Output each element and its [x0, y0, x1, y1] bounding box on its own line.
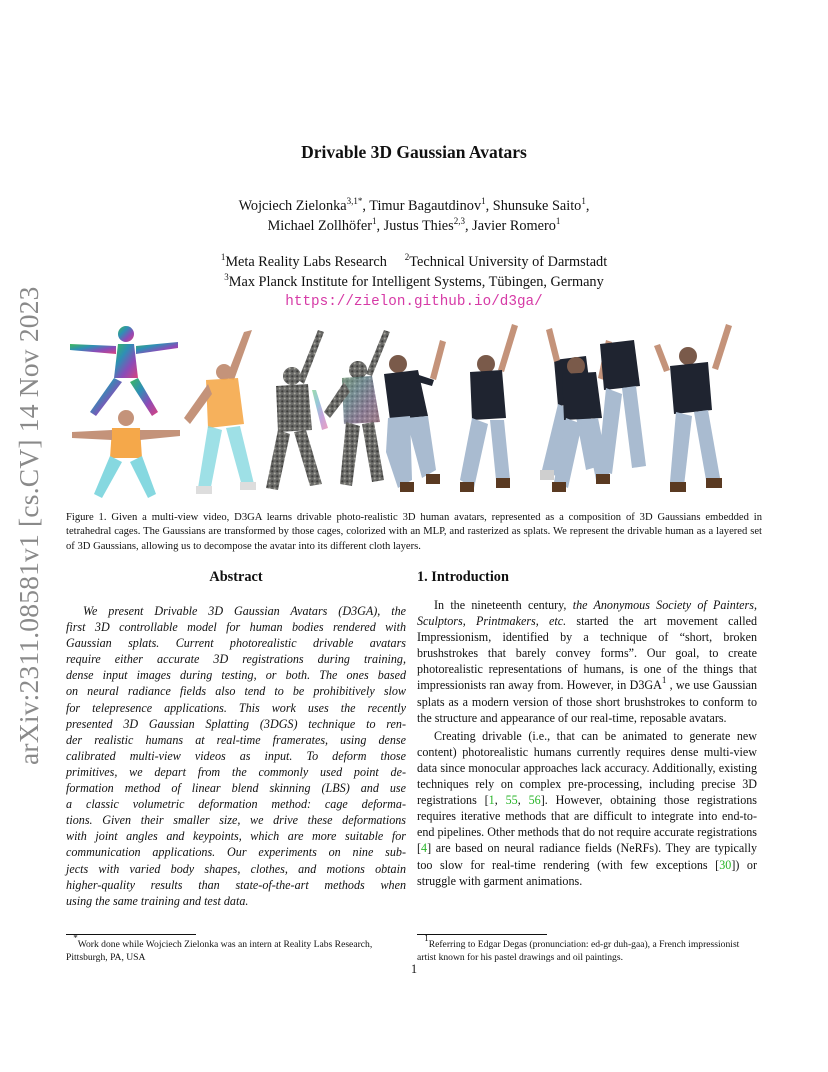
abstract-line: with joint angles and keypoints, which are more suitable for — [66, 829, 406, 844]
rendered-avatar-5 — [598, 340, 646, 474]
affiliation-mark: 3 — [224, 272, 229, 282]
author-line-2: Michael Zollhöfer$^1$, Justus Thies$^{2,3}$, Javier Romero$^1$ — [267, 216, 561, 234]
author: Timur Bagautdinov — [369, 198, 482, 214]
arxiv-identifier: arXiv:2311.08581v1 [cs.CV] 14 Nov 2023 — [13, 286, 44, 765]
emphasis-text: the Anonymous Society of Painters, Sculptors, Printmakers, etc. — [417, 598, 757, 629]
body-text: In the nineteenth century, — [434, 598, 573, 612]
layered-avatar-tpose — [72, 410, 180, 498]
body-text: started the art movement called Impressionism, identified by a technique of “short, broken brushstrokes that barely convey forms”. Our goal, to create photorealistic representations of humans, is one of the things that impressionists ran away from. However, in D3GA — [417, 614, 757, 693]
abstract-heading: Abstract — [209, 569, 263, 585]
footnote-left — [66, 933, 406, 964]
author: Justus Thies — [383, 218, 454, 234]
citation-link[interactable]: 4 — [421, 841, 428, 856]
introduction-body — [417, 597, 757, 889]
rendered-avatar-6 — [654, 324, 732, 492]
affiliation: Meta Reality Labs Research — [225, 254, 387, 270]
author: Javier Romero — [472, 218, 556, 234]
footnote-ref: 1 — [661, 675, 667, 686]
abstract-line: communication applications. Our experiments on nine sub- — [66, 845, 406, 860]
author-affiliation-mark: 3,1* — [346, 196, 363, 206]
footnote-mark: 1 — [424, 933, 429, 943]
affiliation-mark: 2 — [404, 252, 410, 262]
abstract-line: on neural radiance fields also tend to be prohibitively slow — [66, 684, 406, 699]
introduction-heading: 1. Introduction — [417, 569, 509, 585]
body-text: , — [517, 793, 529, 808]
figure-caption: Figure 1. Given a multi-view video, D3GA learns drivable photo-realistic 3D human avatars, represented as a composition of 3D Gaussians embedded in tetrahedral cages. The Gaussians are transformed by those cages, colorized with an MLP, and rasterized as splats. We represent the drivable human as a layered set of 3D Gaussians, allowing us to decompose the avatar into its different cloth layers. — [66, 512, 762, 552]
body-text: ]) or struggle with garment animations. — [417, 857, 757, 888]
author-affiliation-mark: 1 — [372, 216, 377, 226]
footnote-rule — [66, 934, 196, 935]
body-text: ]. However, obtaining those registrations requires iterative methods that are difficult to integrate into end-to-end pipelines. Other methods that do not require accurate registrations [ — [417, 793, 758, 856]
abstract-line: first 3D controllable model for human bodies rendered with — [66, 620, 406, 635]
affiliation-line-1 — [0, 252, 828, 272]
footnote-mark: * — [73, 933, 78, 943]
abstract-line: dense input images during testing, or both. The ones based — [66, 668, 406, 683]
page-number: 1 — [410, 962, 418, 976]
rendered-avatar-1 — [384, 340, 446, 492]
author-affiliation-mark: 2,3 — [453, 216, 465, 226]
citation-link[interactable]: 56 — [528, 793, 541, 808]
affiliation-line-2 — [0, 272, 828, 292]
citation-link[interactable]: 1 — [488, 793, 495, 808]
footnote-rule — [417, 934, 547, 935]
author-affiliation-mark: 1 — [555, 216, 561, 226]
paper-title: Drivable 3D Gaussian Avatars — [301, 142, 527, 162]
abstract-line: higher-quality results than state-of-the-art methods when — [66, 877, 406, 892]
splat-avatar-2 — [324, 330, 390, 486]
introduction-paragraph — [417, 728, 757, 889]
introduction-paragraph — [417, 597, 757, 726]
author: Michael Zollhöfer — [267, 218, 373, 234]
abstract-line: using the same training and test data. — [66, 893, 249, 908]
citation-link[interactable]: 30 — [719, 857, 732, 872]
abstract-line: der realistic humans at real-time framerates, using dense — [66, 732, 406, 747]
abstract-line: formation method of linear blend skinning (LBS) and use — [66, 781, 406, 796]
body-text: , — [494, 793, 506, 808]
project-url-link[interactable]: https://zielon.github.io/d3ga/ — [285, 294, 543, 310]
splat-avatar-1 — [266, 330, 328, 490]
body-text: Creating drivable (i.e., that can be animated to generate new content) photorealistic humans currently requires dense multi-view data since monocular approaches lack accuracy. Additionally, existing techniques rely on complex pre-processing, including precise 3D registrations [ — [417, 728, 757, 808]
abstract-line: calibrated multi-view videos as input. To deform those — [66, 748, 406, 763]
abstract-line: We present Drivable 3D Gaussian Avatars (D3GA), the — [83, 604, 406, 618]
abstract-line: for telepresence applications. This work uses the recently — [66, 700, 406, 715]
author: Wojciech Zielonka — [238, 198, 347, 214]
abstract-body — [66, 603, 406, 909]
abstract-line: jects with varied body shapes, clothes, and motions obtain — [66, 861, 406, 876]
abstract-line: a classic volumetric deformation method: cage deforma- — [66, 797, 406, 812]
author: Shunsuke Saito — [492, 198, 582, 214]
author-affiliation-mark: 1 — [581, 196, 586, 206]
body-text: , we use Gaussian splats as a modern version of those short brushstrokes to conform to the structure and appearance of our real-time, reposable avatars. — [417, 678, 758, 725]
citation-link[interactable]: 55 — [505, 793, 518, 808]
abstract-line: tions. Given their smaller size, we drive these deformations — [66, 813, 406, 828]
abstract-line: Gaussian splats. Current photorealistic drivable avatars — [66, 636, 406, 651]
rendered-avatar-2 — [460, 324, 518, 492]
affiliation: Technical University of Darmstadt — [409, 254, 608, 270]
cage-mesh-avatar-tpose — [70, 326, 178, 416]
author-affiliation-mark: 1 — [481, 196, 486, 206]
footnote-right — [417, 933, 757, 964]
author-line-1: Wojciech Zielonka$^{3,1*}$, Timur Bagautdinov$^1$, Shunsuke Saito$^1$, — [238, 196, 590, 214]
footnote-text: Referring to Edgar Degas (pronunciation: ed-gr duh-gaa), a French impressionist artist known for his pastel drawings and oil paintings. — [417, 939, 740, 963]
abstract-line: require either accurate 3D registrations during training, — [66, 652, 406, 667]
abstract-line: presented 3D Gaussian Splatting (3DGS) technique to ren- — [66, 716, 406, 731]
affiliation: Max Planck Institute for Intelligent Systems, Tübingen, Germany — [228, 274, 604, 290]
abstract-line: primitives, we depart from the commonly used point de- — [66, 764, 406, 779]
footnote-text: Work done while Wojciech Zielonka was an intern at Reality Labs Research, Pittsburgh, PA, USA — [66, 939, 373, 963]
affiliation-mark: 1 — [220, 252, 226, 262]
body-text: ] are based on neural radiance fields (NeRFs). They are typically too slow for real-time rendering (with few exceptions [ — [417, 841, 757, 872]
teaser-figure — [66, 320, 762, 508]
layered-avatar-leaning — [184, 330, 256, 494]
